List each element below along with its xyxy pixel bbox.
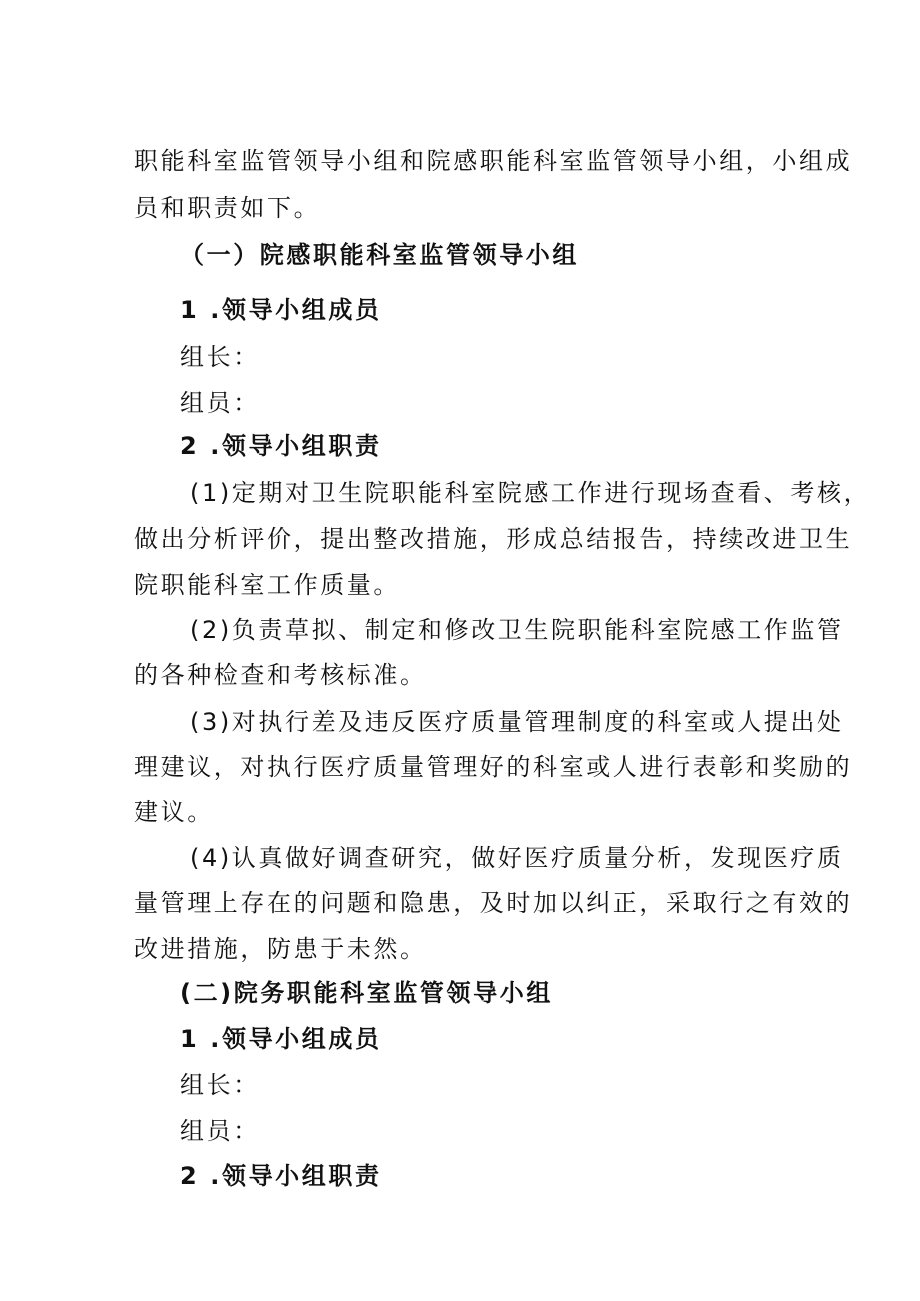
duty-4-line-3: 改进措施，防患于未然。 bbox=[134, 935, 427, 963]
duty-1-line-1: (1)定期对卫生院职能科室院感工作进行现场查看、考核， bbox=[190, 479, 871, 507]
section-2-duties-heading: 2 .领导小组职责 bbox=[180, 1162, 382, 1190]
section-1-title: （一）院感职能科室监管领导小组 bbox=[180, 241, 579, 269]
duty-2-line-1: (2)负责草拟、制定和修改卫生院职能科室院感工作监管 bbox=[190, 616, 844, 644]
duty-2-line-2: 的各种检查和考核标准。 bbox=[134, 661, 427, 689]
section-1-duties-heading: 2 .领导小组职责 bbox=[180, 432, 382, 460]
duty-4-line-2: 量管理上存在的问题和隐患，及时加以纠正，采取行之有效的 bbox=[134, 889, 853, 917]
duty-3-line-1: (3)对执行差及违反医疗质量管理制度的科室或人提出处 bbox=[190, 708, 844, 736]
section-1-members-heading: 1 .领导小组成员 bbox=[180, 296, 382, 324]
duty-3-line-3: 建议。 bbox=[134, 798, 214, 826]
section-2-title: (二)院务职能科室监管领导小组 bbox=[180, 979, 553, 1007]
section-1-leader-label: 组长： bbox=[180, 343, 260, 371]
intro-line-1: 职能科室监管领导小组和院感职能科室监管领导小组，小组成 bbox=[134, 147, 853, 175]
section-2-members-heading: 1 .领导小组成员 bbox=[180, 1025, 382, 1053]
intro-line-2: 员和职责如下。 bbox=[134, 194, 321, 222]
duty-4-line-1: (4)认真做好调查研究，做好医疗质量分析，发现医疗质 bbox=[190, 844, 844, 872]
section-2-leader-label: 组长： bbox=[180, 1071, 260, 1099]
duty-1-line-3: 院职能科室工作质量。 bbox=[134, 571, 400, 599]
section-2-member-label: 组员： bbox=[180, 1117, 260, 1145]
duty-3-line-2: 理建议，对执行医疗质量管理好的科室或人进行表彰和奖励的 bbox=[134, 753, 853, 781]
duty-1-line-2: 做出分析评价，提出整改措施，形成总结报告，持续改进卫生 bbox=[134, 525, 853, 553]
section-1-member-label: 组员： bbox=[180, 389, 260, 417]
